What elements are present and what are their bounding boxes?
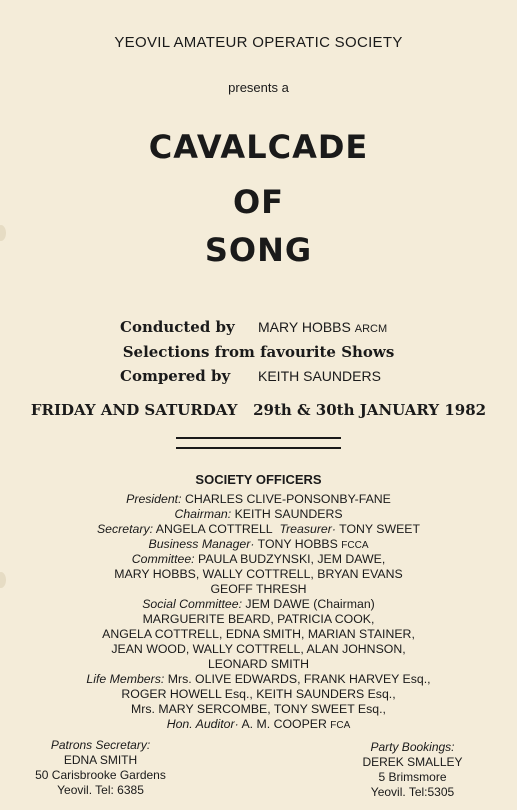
society-name: YEOVIL AMATEUR OPERATIC SOCIETY (114, 34, 403, 51)
life-members-line-3: Mrs. MARY SERCOMBE, TONY SWEET Esq., (131, 702, 386, 716)
performance-dates (0, 401, 517, 419)
social-committee-line-3: ANGELA COTTRELL, EDNA SMITH, MARIAN STAINER, (102, 627, 415, 641)
party-phone: Yeovil. Tel:5305 (370, 785, 455, 799)
party-name: DEREK SMALLEY (362, 755, 463, 769)
divider-bottom (176, 447, 341, 449)
officers-heading: SOCIETY OFFICERS (195, 472, 322, 487)
party-heading: Party Bookings: (370, 740, 455, 754)
committee-line-2: MARY HOBBS, WALLY COTTRELL, BRYAN EVANS (114, 567, 403, 581)
performance-days: FRIDAY AND SATURDAY (30, 401, 238, 419)
selections-line: Selections from favourite Shows (122, 343, 395, 361)
title-line-1: CAVALCADE (148, 128, 369, 166)
title-line-3: SONG (204, 231, 313, 269)
auditor-line: Hon. Auditor· A. M. COOPER FCA (166, 717, 351, 731)
compere-line (0, 367, 517, 387)
conductor-line (0, 318, 517, 338)
performance-date: 29th & 30th JANUARY 1982 (253, 401, 487, 419)
divider-top (176, 437, 341, 439)
social-committee-line-1: Social Committee: JEM DAWE (Chairman) (142, 597, 375, 611)
patrons-secretary-block (28, 738, 173, 798)
patrons-heading: Patrons Secretary: (50, 738, 151, 752)
social-committee-line-5: LEONARD SMITH (207, 657, 310, 671)
compered-label: Compered by (120, 367, 231, 385)
presents-line: presents a (228, 80, 289, 95)
conductor-qualification: ARCM (354, 323, 388, 335)
party-address: 5 Brimsmore (378, 770, 447, 784)
title-line-2: OF (232, 183, 285, 221)
conductor-name: MARY HOBBS (258, 319, 351, 335)
committee-line-1: Committee: PAULA BUDZYNSKI, JEM DAWE, (131, 552, 386, 566)
patrons-address: 50 Carisbrooke Gardens (35, 768, 166, 782)
president-line: President: CHARLES CLIVE-PONSONBY-FANE (126, 492, 391, 506)
patrons-name: EDNA SMITH (63, 753, 138, 767)
social-committee-line-4: JEAN WOOD, WALLY COTTRELL, ALAN JOHNSON, (111, 642, 406, 656)
party-bookings-block (340, 740, 485, 800)
compere-name: KEITH SAUNDERS (258, 368, 381, 384)
life-members-line-1: Life Members: Mrs. OLIVE EDWARDS, FRANK HARVEY Esq., (86, 672, 431, 686)
patrons-phone: Yeovil. Tel: 6385 (57, 783, 144, 797)
chairman-line: Chairman: KEITH SAUNDERS (174, 507, 343, 521)
secretary-treasurer-line: Secretary: ANGELA COTTRELL Treasurer· TONY SWEET (96, 522, 421, 536)
social-committee-line-2: MARGUERITE BEARD, PATRICIA COOK, (142, 612, 375, 626)
business-manager-line: Business Manager· TONY HOBBS FCCA (148, 537, 369, 551)
life-members-line-2: ROGER HOWELL Esq., KEITH SAUNDERS Esq., (121, 687, 396, 701)
conducted-label: Conducted by (120, 318, 235, 336)
committee-line-3: GEOFF THRESH (210, 582, 307, 596)
